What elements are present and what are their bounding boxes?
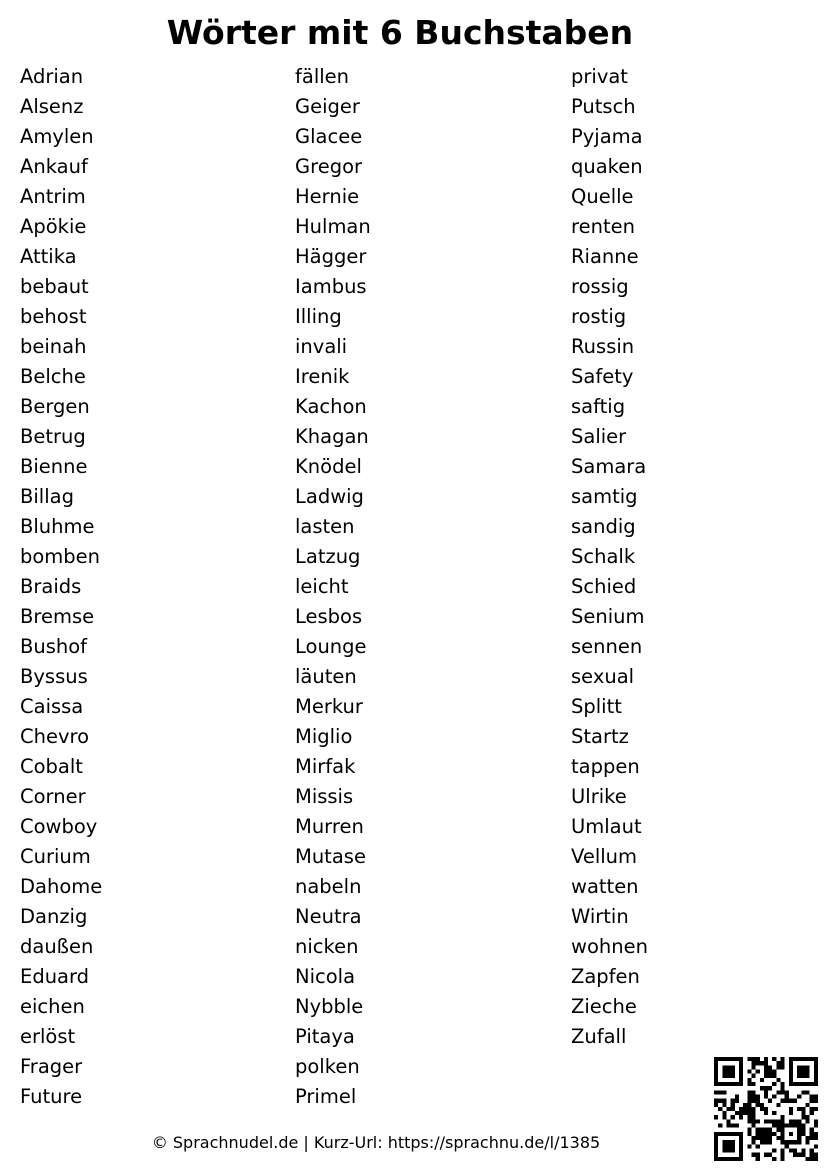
word-item: Frager bbox=[20, 1055, 83, 1078]
word-item: Zapfen bbox=[571, 965, 640, 988]
word-item: eichen bbox=[20, 995, 85, 1018]
word-item: Bluhme bbox=[20, 515, 95, 538]
word-item: Gregor bbox=[295, 155, 363, 178]
word-item: Splitt bbox=[571, 695, 622, 718]
word-item: beinah bbox=[20, 335, 87, 358]
word-item: Lesbos bbox=[295, 605, 363, 628]
word-item: leicht bbox=[295, 575, 349, 598]
word-item: Betrug bbox=[20, 425, 86, 448]
qr-code-icon bbox=[714, 1057, 818, 1161]
word-item: Ankauf bbox=[20, 155, 88, 178]
word-item: Irenik bbox=[295, 365, 350, 388]
word-item: Quelle bbox=[571, 185, 634, 208]
word-item: Senium bbox=[571, 605, 645, 628]
word-item: renten bbox=[571, 215, 635, 238]
word-item: Dahome bbox=[20, 875, 103, 898]
footer-credit: © Sprachnudel.de | Kurz-Url: https://sprachnu.de/l/1385 bbox=[151, 1133, 601, 1152]
word-item: Rianne bbox=[571, 245, 639, 268]
word-item: nicken bbox=[295, 935, 359, 958]
word-item: Attika bbox=[20, 245, 77, 268]
word-item: nabeln bbox=[295, 875, 362, 898]
word-item: Future bbox=[20, 1085, 83, 1108]
word-item: invali bbox=[295, 335, 348, 358]
word-item: Illing bbox=[295, 305, 342, 328]
word-item: erlöst bbox=[20, 1025, 76, 1048]
word-item: lasten bbox=[295, 515, 355, 538]
word-item: Schalk bbox=[571, 545, 636, 568]
word-item: Kachon bbox=[295, 395, 367, 418]
word-item: Mutase bbox=[295, 845, 366, 868]
word-item: Glacee bbox=[295, 125, 363, 148]
word-item: Curium bbox=[20, 845, 91, 868]
word-item: Hulman bbox=[295, 215, 371, 238]
word-item: Miglio bbox=[295, 725, 353, 748]
word-item: Apökie bbox=[20, 215, 87, 238]
word-item: Mirfak bbox=[295, 755, 356, 778]
word-column-1 bbox=[20, 62, 102, 1112]
word-item: Hägger bbox=[295, 245, 367, 268]
word-item: wohnen bbox=[571, 935, 648, 958]
word-item: Iambus bbox=[295, 275, 367, 298]
word-item: Primel bbox=[295, 1085, 357, 1108]
word-item: watten bbox=[571, 875, 639, 898]
word-item: polken bbox=[295, 1055, 360, 1078]
word-item: Belche bbox=[20, 365, 86, 388]
word-item: Zufall bbox=[571, 1025, 627, 1048]
word-item: Bienne bbox=[20, 455, 88, 478]
word-item: Alsenz bbox=[20, 95, 84, 118]
word-item: Byssus bbox=[20, 665, 88, 688]
word-item: Wirtin bbox=[571, 905, 629, 928]
word-item: Antrim bbox=[20, 185, 86, 208]
word-item: Missis bbox=[295, 785, 354, 808]
word-item: Adrian bbox=[20, 65, 84, 88]
word-item: Cowboy bbox=[20, 815, 98, 838]
word-item: Hernie bbox=[295, 185, 360, 208]
word-item: fällen bbox=[295, 65, 350, 88]
word-item: Umlaut bbox=[571, 815, 642, 838]
word-item: saftig bbox=[571, 395, 626, 418]
word-item: privat bbox=[571, 65, 628, 88]
word-item: Safety bbox=[571, 365, 634, 388]
word-item: Bergen bbox=[20, 395, 90, 418]
word-item: Zieche bbox=[571, 995, 637, 1018]
word-item: Chevro bbox=[20, 725, 90, 748]
word-item: Caissa bbox=[20, 695, 84, 718]
word-item: Vellum bbox=[571, 845, 638, 868]
word-item: rossig bbox=[571, 275, 629, 298]
word-item: Neutra bbox=[295, 905, 362, 928]
word-item: Cobalt bbox=[20, 755, 83, 778]
word-item: bebaut bbox=[20, 275, 89, 298]
word-item: Pitaya bbox=[295, 1025, 355, 1048]
word-item: Putsch bbox=[571, 95, 636, 118]
word-item: Ulrike bbox=[571, 785, 627, 808]
word-item: Knödel bbox=[295, 455, 362, 478]
word-item: Geiger bbox=[295, 95, 360, 118]
word-item: bomben bbox=[20, 545, 101, 568]
word-item: quaken bbox=[571, 155, 643, 178]
word-item: Nybble bbox=[295, 995, 364, 1018]
word-item: sexual bbox=[571, 665, 635, 688]
page-title: Wörter mit 6 Buchstaben bbox=[166, 13, 634, 52]
word-item: Salier bbox=[571, 425, 627, 448]
word-item: Billag bbox=[20, 485, 74, 508]
word-item: Braids bbox=[20, 575, 82, 598]
word-item: Merkur bbox=[295, 695, 363, 718]
word-item: daußen bbox=[20, 935, 94, 958]
word-item: behost bbox=[20, 305, 87, 328]
word-column-3 bbox=[571, 62, 648, 1052]
word-item: Russin bbox=[571, 335, 635, 358]
word-item: rostig bbox=[571, 305, 627, 328]
word-item: läuten bbox=[295, 665, 357, 688]
word-item: Khagan bbox=[295, 425, 369, 448]
word-item: Samara bbox=[571, 455, 647, 478]
word-item: Danzig bbox=[20, 905, 88, 928]
word-item: Schied bbox=[571, 575, 637, 598]
word-item: Bremse bbox=[20, 605, 95, 628]
word-item: Eduard bbox=[20, 965, 90, 988]
word-item: Startz bbox=[571, 725, 629, 748]
word-item: sennen bbox=[571, 635, 643, 658]
word-item: Nicola bbox=[295, 965, 356, 988]
word-item: tappen bbox=[571, 755, 640, 778]
word-item: Lounge bbox=[295, 635, 367, 658]
word-item: Pyjama bbox=[571, 125, 643, 148]
word-item: Amylen bbox=[20, 125, 94, 148]
word-item: Bushof bbox=[20, 635, 88, 658]
word-item: Corner bbox=[20, 785, 86, 808]
word-item: Ladwig bbox=[295, 485, 364, 508]
word-item: sandig bbox=[571, 515, 636, 538]
word-item: samtig bbox=[571, 485, 638, 508]
word-item: Murren bbox=[295, 815, 364, 838]
word-item: Latzug bbox=[295, 545, 361, 568]
word-column-2 bbox=[295, 62, 371, 1112]
